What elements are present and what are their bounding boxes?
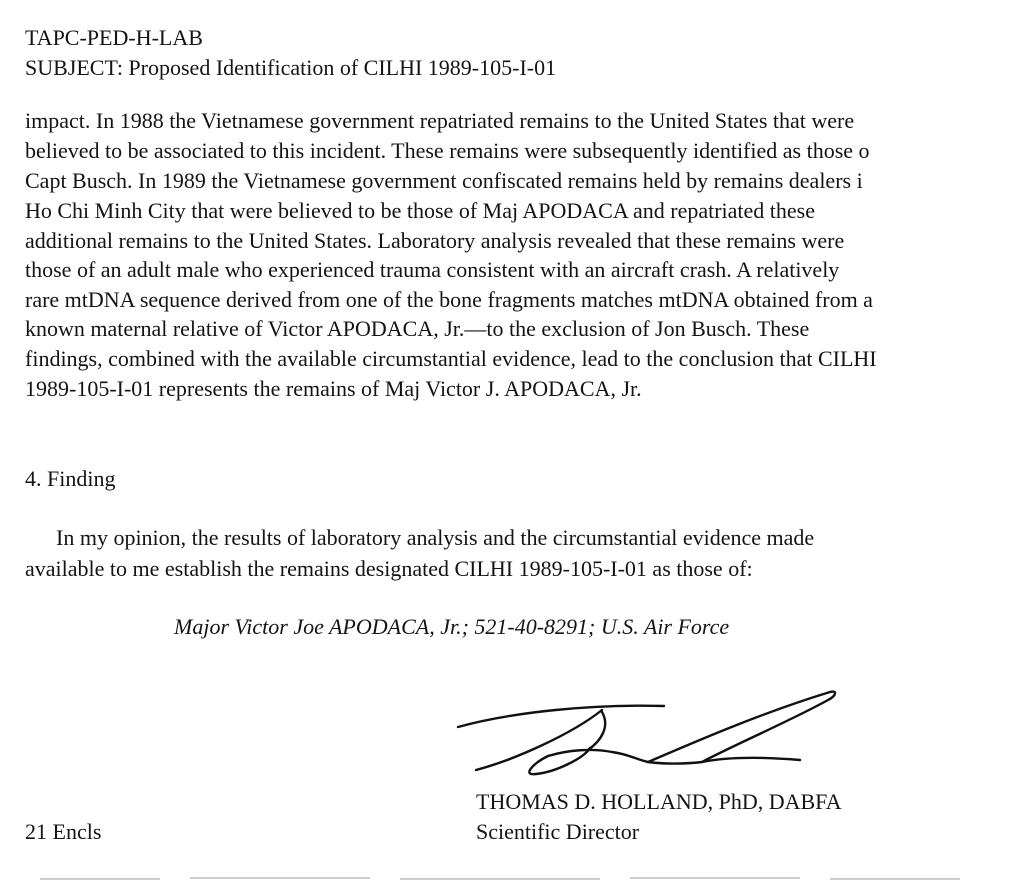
paragraph-line: additional remains to the United States. Laboratory analysis revealed that these remains were xyxy=(25,228,845,253)
opinion-line: In my opinion, the results of laboratory analysis and the circumstantial evidence made xyxy=(56,525,815,550)
paragraph-line: known maternal relative of Victor APODACA, Jr.—to the exclusion of Jon Busch. These xyxy=(25,316,810,341)
finding-heading: 4. Finding xyxy=(25,466,116,491)
paragraph-line: believed to be associated to this incident. These remains were subsequently identified as those o xyxy=(25,138,870,163)
signer-title: Scientific Director xyxy=(476,819,640,844)
handwritten-signature-icon xyxy=(452,684,846,784)
paragraph-line: those of an adult male who experienced trauma consistent with an aircraft crash. A relatively xyxy=(25,257,840,282)
subject-line: SUBJECT: Proposed Identification of CILHI 1989-105-I-01 xyxy=(25,55,557,80)
paragraph-line: rare mtDNA sequence derived from one of the bone fragments matches mtDNA obtained from a xyxy=(25,287,873,312)
enclosures-count: 21 Encls xyxy=(25,819,102,844)
office-symbol: TAPC-PED-H-LAB xyxy=(25,25,203,50)
scan-edge-artifact xyxy=(40,872,960,881)
paragraph-line: Capt Busch. In 1989 the Vietnamese government confiscated remains held by remains dealers i xyxy=(25,168,863,193)
opinion-line: available to me establish the remains designated CILHI 1989-105-I-01 as those of: xyxy=(25,556,753,581)
paragraph-line: Ho Chi Minh City that were believed to be those of Maj APODACA and repatriated these xyxy=(25,198,816,223)
paragraph-line: impact. In 1988 the Vietnamese government repatriated remains to the United States that were xyxy=(25,108,855,133)
remains-designation: Major Victor Joe APODACA, Jr.; 521-40-8291; U.S. Air Force xyxy=(174,614,730,639)
paragraph-line: 1989-105-I-01 represents the remains of Maj Victor J. APODACA, Jr. xyxy=(25,376,642,401)
paragraph-line: findings, combined with the available circumstantial evidence, lead to the conclusion that CILHI xyxy=(25,346,877,371)
signer-name: THOMAS D. HOLLAND, PhD, DABFA xyxy=(476,789,842,814)
